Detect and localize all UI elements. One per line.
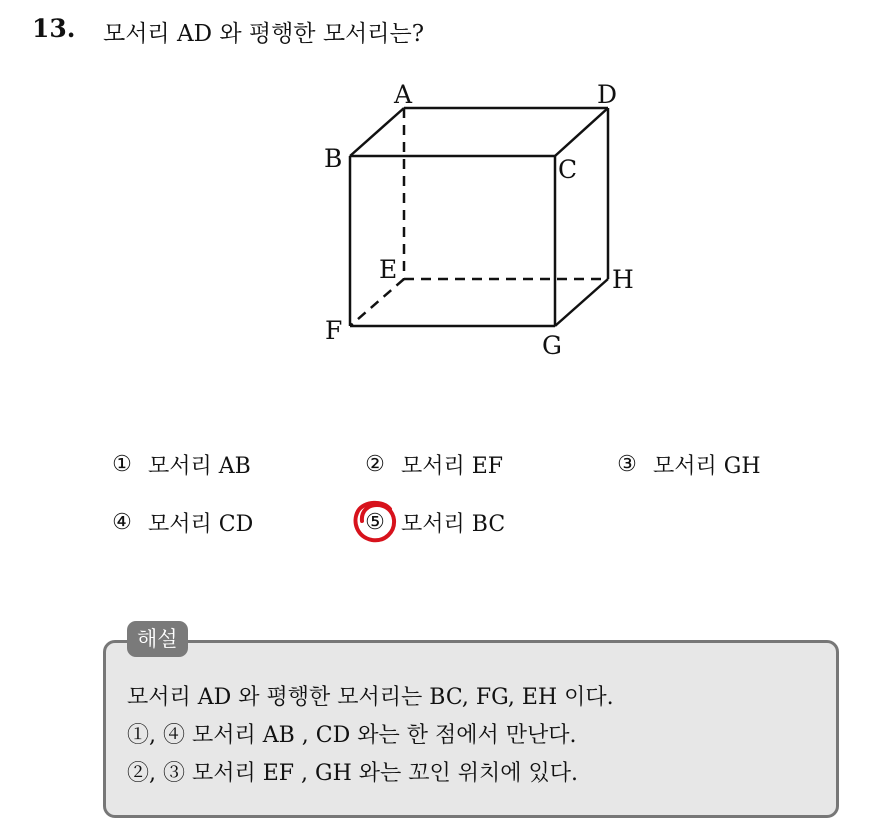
solution-line-1: 모서리 AD 와 평행한 모서리는 BC, FG, EH 이다. (127, 685, 614, 710)
edge-ef-hidden (350, 279, 404, 326)
question-number: 13. (32, 14, 76, 43)
choice-number: ④ (112, 510, 132, 535)
vertex-label-c: C (558, 155, 578, 184)
vertex-label-f: F (325, 316, 343, 345)
edge-dc (555, 108, 608, 156)
choice-4[interactable] (108, 507, 253, 538)
choice-text: 모서리 AB (148, 454, 251, 479)
solution-line-2: ①, ④ 모서리 AB , CD 와는 한 점에서 만난다. (127, 723, 577, 748)
vertex-label-g: G (542, 331, 562, 360)
choice-number: ⑤ (365, 510, 385, 535)
solution-tag: 해설 (127, 621, 188, 657)
edge-hg (555, 279, 608, 326)
choice-3[interactable] (613, 449, 761, 480)
choice-1[interactable] (108, 449, 251, 480)
vertex-label-d: D (597, 80, 618, 109)
choice-number: ③ (617, 452, 637, 477)
vertex-label-a: A (394, 80, 413, 109)
choice-number: ② (365, 452, 385, 477)
choice-text: 모서리 EF (401, 454, 504, 479)
question-text: 모서리 AD 와 평행한 모서리는? (103, 21, 425, 47)
answer-circle-mark (350, 496, 400, 546)
choice-text: 모서리 GH (653, 454, 761, 479)
choice-text: 모서리 CD (148, 512, 254, 537)
vertex-label-b: B (324, 144, 343, 173)
edge-ba (350, 108, 404, 156)
vertex-label-h: H (612, 265, 634, 294)
cuboid-figure (0, 0, 884, 400)
choice-2[interactable] (361, 449, 503, 480)
solution-line-3: ②, ③ 모서리 EF , GH 와는 꼬인 위치에 있다. (127, 761, 579, 786)
vertex-label-e: E (379, 255, 398, 284)
choice-text: 모서리 BC (401, 512, 506, 537)
choice-number: ① (112, 452, 132, 477)
